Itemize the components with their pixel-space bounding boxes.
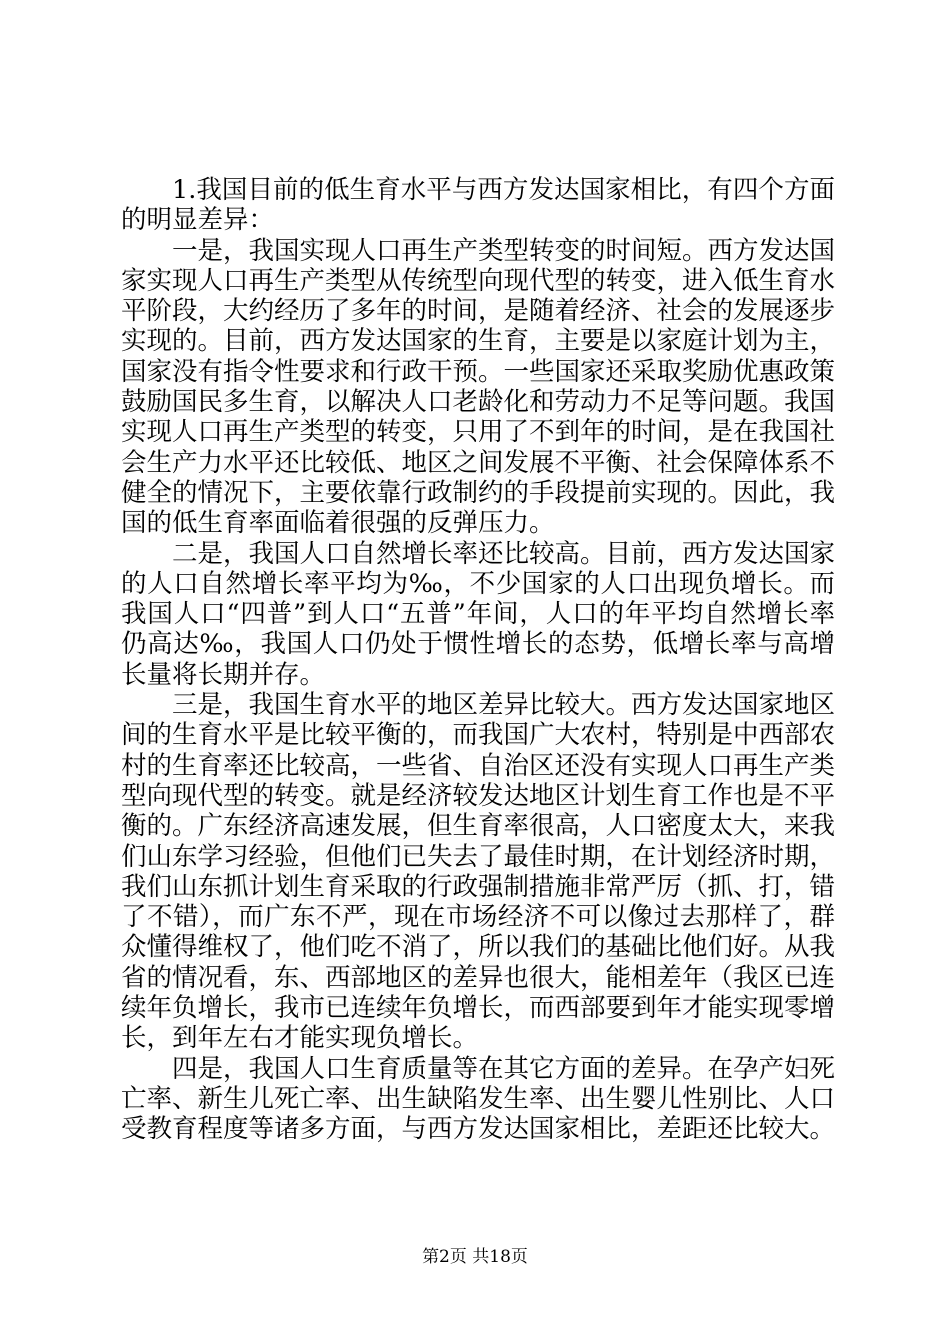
paragraph-point-three: 三是，我国生育水平的地区差异比较大。西方发达国家地区间的生育水平是比较平衡的，而我国广大农村，特别是中西部农村的生育率还比较高，一些省、自治区还没有实现人口再生产类型向现代型的转变。就是经济较发达地区计划生育工作也是不平衡的。广东经济高速发展，但生育率很高，人口密度太大，来我们山东学习经验，但他们已失去了最佳时期，在计划经济时期，我们山东抓计划生育采取的行政强制措施非常严厉（抓、打，错了不错），而广东不严，现在市场经济不可以像过去那样了，群众懂得维权了，他们吃不消了，所以我们的基础比他们好。从我省的情况看，东、西部地区的差异也很大，能相差年（我区已连续年负增长，我市已连续年负增长，而西部要到年才能实现零增长，到年左右才能实现负增长。 [121,690,836,1054]
paragraph-intro: 1.我国目前的低生育水平与西方发达国家相比，有四个方面的明显差异： [121,175,835,236]
page-number-footer: 第2页 共18页 [422,1247,528,1267]
paragraph-point-one: 一是，我国实现人口再生产类型转变的时间短。西方发达国家实现人口再生产类型从传统型向现代型的转变，进入低生育水平阶段，大约经历了多年的时间，是随着经济、社会的发展逐步实现的。目前，西方发达国家的生育，主要是以家庭计划为主，国家没有指令性要求和行政干预。一些国家还采取奖励优惠政策鼓励国民多生育，以解决人口老龄化和劳动力不足等问题。我国实现人口再生产类型的转变，只用了不到年的时间，是在我国社会生产力水平还比较低、地区之间发展不平衡、社会保障体系不健全的情况下，主要依靠行政制约的手段提前实现的。因此，我国的低生育率面临着很强的反弹压力。 [121,235,836,539]
paragraph-point-four: 四是，我国人口生育质量等在其它方面的差异。在孕产妇死亡率、新生儿死亡率、出生缺陷发生率、出生婴儿性别比、人口受教育程度等诸多方面，与西方发达国家相比，差距还比较大。 [121,1053,836,1145]
document-body [121,175,835,1145]
paragraph-point-two: 二是，我国人口自然增长率还比较高。目前，西方发达国家的人口自然增长率平均为‰，不少国家的人口出现负增长。而我国人口“四普”到人口“五普”年间，人口的年平均自然增长率仍高达‰，我国人口仍处于惯性增长的态势，低增长率与高增长量将长期并存。 [121,538,836,690]
